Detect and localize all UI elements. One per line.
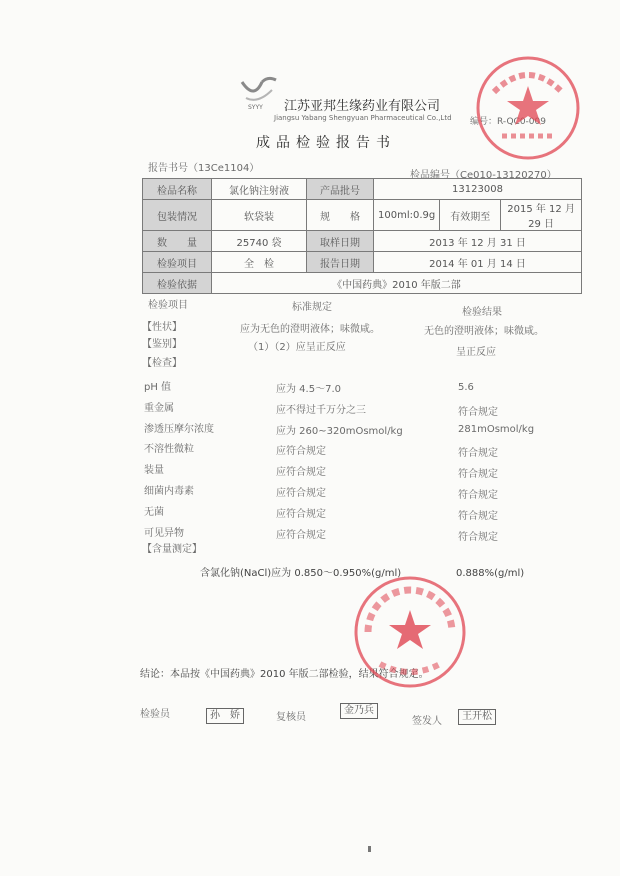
report-number: 报告书号（13Ce1104） — [148, 163, 260, 174]
company-logo-icon — [238, 76, 280, 106]
inspector-signature: 孙 娇 — [206, 708, 244, 724]
row-standard: 应符合规定 — [276, 488, 326, 499]
assay-standard: 含氯化钠(NaCl)应为 0.850～0.950%(g/ml) — [200, 568, 402, 579]
row-result: 符合规定 — [458, 407, 498, 418]
logo-text: SYYY — [248, 104, 263, 111]
section-assay: 【含量测定】 — [142, 544, 202, 555]
item-label: 检验项目 — [143, 252, 212, 273]
row-result: 符合规定 — [458, 532, 498, 543]
row-standard: 应符合规定 — [276, 530, 326, 541]
character-result: 无色的澄明液体；味微咸。 — [424, 326, 544, 337]
table-row — [143, 200, 582, 231]
row-item: pH 值 — [144, 382, 172, 393]
product-info-table — [142, 178, 582, 294]
row-standard: 应不得过千万分之三 — [276, 405, 366, 416]
inspection-number: 检品编号（Ce010-13120270） — [410, 170, 557, 181]
conclusion: 结论：本品按《中国药典》2010 年版二部检验，结果符合规定。 — [140, 669, 429, 680]
row-item: 无菌 — [144, 507, 164, 518]
reviewer-signature: 金乃兵 — [340, 703, 378, 719]
spec-value: 100ml:0.9g — [374, 200, 440, 231]
batch-label: 产品批号 — [307, 179, 374, 200]
batch-number: 13123008 — [374, 179, 582, 200]
basis-value: 《中国药典》2010 年版二部 — [212, 273, 582, 294]
assay-result: 0.888%(g/ml) — [456, 568, 525, 579]
table-row — [143, 273, 582, 294]
col-item-header: 检验项目 — [148, 300, 188, 311]
row-item: 不溶性微粒 — [144, 444, 194, 455]
col-result-header: 检验结果 — [462, 307, 502, 318]
package-label: 包装情况 — [143, 200, 212, 231]
expiry-label: 有效期至 — [440, 200, 501, 231]
row-result: 符合规定 — [458, 448, 498, 459]
company-name-en: Jiangsu Yabang Shengyuan Pharmaceutical Co.,Ltd — [274, 114, 452, 122]
company-name: 江苏亚邦生缘药业有限公司 — [284, 99, 441, 114]
package-value: 软袋装 — [212, 200, 307, 231]
section-inspection: 【检查】 — [142, 358, 182, 369]
row-result: 281mOsmol/kg — [458, 424, 535, 435]
identification-result: 呈正反应 — [456, 347, 496, 358]
row-standard: 应为 260~320mOsmol/kg — [276, 426, 403, 437]
row-standard: 应符合规定 — [276, 446, 326, 457]
quantity-label: 数 量 — [143, 231, 212, 252]
section-character: 【性状】 — [142, 322, 182, 333]
page-title: 成品检验报告书 — [256, 135, 396, 151]
row-standard: 应符合规定 — [276, 467, 326, 478]
col-standard-header: 标准规定 — [292, 302, 332, 313]
row-item: 重金属 — [144, 403, 174, 414]
quantity-value: 25740 袋 — [212, 231, 307, 252]
row-item: 渗透压摩尔浓度 — [144, 424, 214, 435]
table-row — [143, 252, 582, 273]
sample-date-label: 取样日期 — [307, 231, 374, 252]
doc-code: 编号：R-QC0-009 — [470, 117, 546, 127]
item-value: 全 检 — [212, 252, 307, 273]
report-date: 2014 年 01 月 14 日 — [374, 252, 582, 273]
row-item: 可见异物 — [144, 528, 184, 539]
product-name: 氯化钠注射液 — [212, 179, 307, 200]
quality-stamp-top — [472, 52, 584, 164]
issuer-signature: 王开松 — [458, 709, 496, 725]
row-result: 符合规定 — [458, 511, 498, 522]
scan-mark — [368, 846, 371, 852]
section-identification: 【鉴别】 — [142, 339, 182, 350]
table-row — [143, 231, 582, 252]
basis-label: 检验依据 — [143, 273, 212, 294]
row-result: 符合规定 — [458, 469, 498, 480]
character-standard: 应为无色的澄明液体；味微咸。 — [240, 324, 380, 335]
product-name-label: 检品名称 — [143, 179, 212, 200]
reviewer-label: 复核员 — [276, 712, 306, 723]
spec-label: 规 格 — [307, 200, 374, 231]
table-row — [143, 179, 582, 200]
row-result: 5.6 — [458, 382, 474, 393]
row-item: 装量 — [144, 465, 164, 476]
identification-standard: （1）（2）应呈正反应 — [248, 342, 346, 353]
row-standard: 应符合规定 — [276, 509, 326, 520]
row-standard: 应为 4.5～7.0 — [276, 384, 341, 395]
quality-stamp-middle — [350, 572, 470, 692]
inspector-label: 检验员 — [140, 709, 170, 720]
sample-date: 2013 年 12 月 31 日 — [374, 231, 582, 252]
row-result: 符合规定 — [458, 490, 498, 501]
issuer-label: 签发人 — [412, 716, 442, 727]
report-date-label: 报告日期 — [307, 252, 374, 273]
expiry-value: 2015 年 12 月 29 日 — [501, 200, 582, 231]
row-item: 细菌内毒素 — [144, 486, 194, 497]
